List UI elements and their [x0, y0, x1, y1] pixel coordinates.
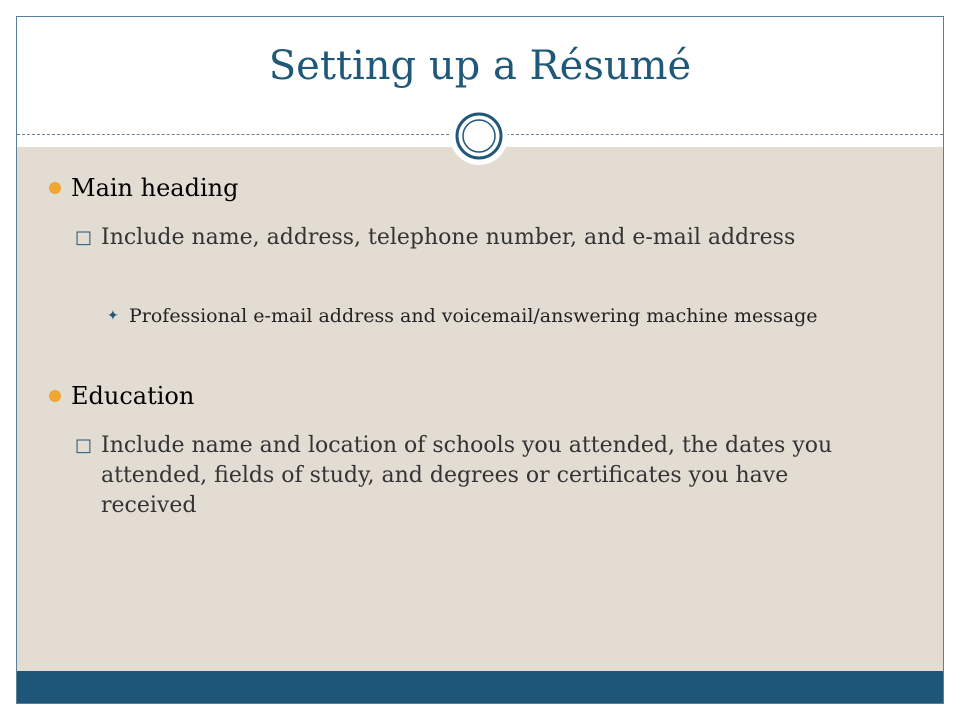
sub-bullet-point-text: Professional e-mail address and voicemail/answering machine message — [129, 305, 818, 327]
bullet-point-text: Include name and location of schools you attended, the dates you attended, fields of study, and degrees or certificates you have received — [101, 433, 833, 518]
orange-dot-bullet-icon — [49, 390, 61, 402]
ring-ornament-svg — [450, 107, 508, 165]
bullet-point-text: Include name, address, telephone number, and e-mail address — [101, 225, 796, 250]
bullet-point — [75, 431, 881, 521]
footer-bar — [17, 671, 943, 703]
section-heading-text: Main heading — [71, 174, 239, 202]
content-area — [17, 147, 943, 671]
section-heading-text: Education — [71, 382, 195, 410]
slide-frame — [16, 16, 944, 704]
slide-title: Setting up a Résumé — [268, 43, 692, 89]
star-bullet-icon: ✦ — [107, 308, 119, 324]
section-heading-education — [71, 381, 194, 411]
square-bullet-icon: □ — [75, 227, 93, 248]
sub-bullet-point — [107, 303, 889, 329]
section-heading-main — [71, 173, 238, 203]
orange-dot-bullet-icon — [49, 182, 61, 194]
square-bullet-icon: □ — [75, 435, 93, 456]
bullet-point — [75, 223, 881, 253]
ring-ornament-icon — [450, 107, 508, 165]
